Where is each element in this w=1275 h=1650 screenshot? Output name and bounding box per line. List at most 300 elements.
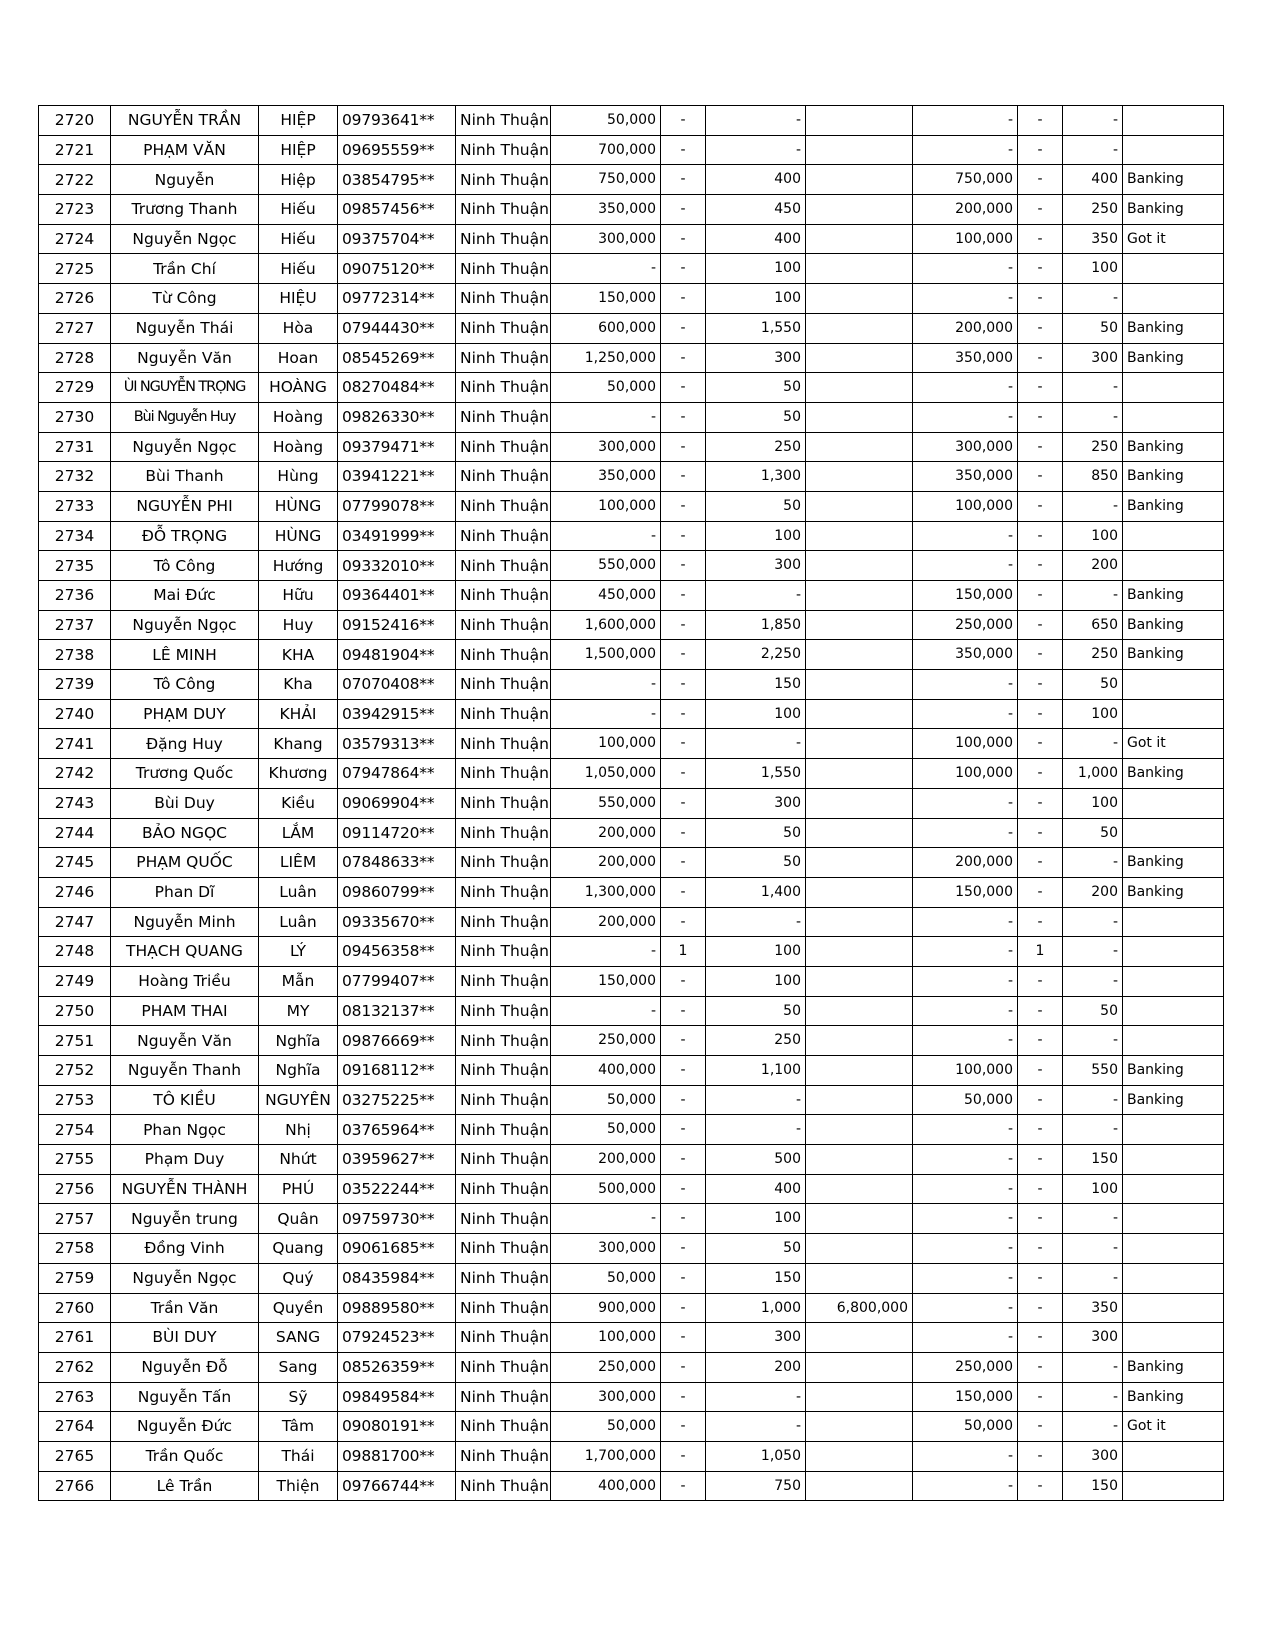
note: Banking <box>1123 343 1224 373</box>
dash-1: - <box>661 1145 706 1175</box>
dash-2: - <box>1018 610 1063 640</box>
family-name: Nguyễn Ngọc <box>111 610 259 640</box>
value-1: 100 <box>706 521 806 551</box>
table-row <box>39 1323 1224 1353</box>
amount-1: 1,600,000 <box>551 610 661 640</box>
note <box>1123 135 1224 165</box>
value-1: 400 <box>706 1174 806 1204</box>
family-name: Nguyễn Đức <box>111 1412 259 1442</box>
table-row <box>39 759 1224 789</box>
note <box>1123 788 1224 818</box>
given-name: KHA <box>259 640 338 670</box>
value-2: 300 <box>1063 1441 1123 1471</box>
given-name: Quý <box>259 1263 338 1293</box>
note <box>1123 1115 1224 1145</box>
dash-2: - <box>1018 195 1063 225</box>
dash-1: - <box>661 699 706 729</box>
amount-2: - <box>913 1234 1018 1264</box>
note: Banking <box>1123 1056 1224 1086</box>
province: Ninh Thuận <box>456 195 551 225</box>
amount-1: 50,000 <box>551 1085 661 1115</box>
value-1: 500 <box>706 1145 806 1175</box>
table-row <box>39 1174 1224 1204</box>
phone-number: 03942915** <box>338 699 456 729</box>
given-name: Luân <box>259 877 338 907</box>
value-1: 300 <box>706 343 806 373</box>
dash-1: - <box>661 106 706 136</box>
note: Got it <box>1123 729 1224 759</box>
row-index: 2759 <box>39 1263 111 1293</box>
amount-2: - <box>913 1026 1018 1056</box>
amount-2: - <box>913 1471 1018 1501</box>
amount-2: - <box>913 788 1018 818</box>
table-row <box>39 462 1224 492</box>
value-2: 850 <box>1063 462 1123 492</box>
family-name: ÙI NGUYỄN TRỌNG <box>111 373 259 403</box>
note: Banking <box>1123 759 1224 789</box>
note: Banking <box>1123 848 1224 878</box>
amount-1: 300,000 <box>551 1234 661 1264</box>
family-name: Trương Quốc <box>111 759 259 789</box>
amount-2: 250,000 <box>913 610 1018 640</box>
phone-number: 09860799** <box>338 877 456 907</box>
dash-2: - <box>1018 640 1063 670</box>
row-index: 2754 <box>39 1115 111 1145</box>
amount-2: - <box>913 402 1018 432</box>
dash-1: - <box>661 1441 706 1471</box>
table-row <box>39 1352 1224 1382</box>
phone-number: 03854795** <box>338 165 456 195</box>
note <box>1123 966 1224 996</box>
table-row <box>39 1145 1224 1175</box>
value-1: 300 <box>706 1323 806 1353</box>
note: Banking <box>1123 1382 1224 1412</box>
province: Ninh Thuận <box>456 254 551 284</box>
note <box>1123 106 1224 136</box>
extra-amount <box>806 1412 913 1442</box>
amount-2: - <box>913 1323 1018 1353</box>
province: Ninh Thuận <box>456 699 551 729</box>
extra-amount <box>806 313 913 343</box>
dash-2: - <box>1018 1145 1063 1175</box>
note: Banking <box>1123 610 1224 640</box>
value-1: 450 <box>706 195 806 225</box>
value-2: 400 <box>1063 165 1123 195</box>
value-1: 50 <box>706 848 806 878</box>
phone-number: 09152416** <box>338 610 456 640</box>
value-1: - <box>706 1115 806 1145</box>
row-index: 2758 <box>39 1234 111 1264</box>
value-2: 100 <box>1063 1174 1123 1204</box>
value-1: 400 <box>706 165 806 195</box>
given-name: Sang <box>259 1352 338 1382</box>
family-name: Nguyễn Đỗ <box>111 1352 259 1382</box>
family-name: Phan Ngọc <box>111 1115 259 1145</box>
extra-amount <box>806 759 913 789</box>
province: Ninh Thuận <box>456 1263 551 1293</box>
amount-1: 900,000 <box>551 1293 661 1323</box>
province: Ninh Thuận <box>456 1145 551 1175</box>
dash-2: - <box>1018 284 1063 314</box>
family-name: LÊ MINH <box>111 640 259 670</box>
phone-number: 08545269** <box>338 343 456 373</box>
given-name: Huy <box>259 610 338 640</box>
province: Ninh Thuận <box>456 402 551 432</box>
dash-1: - <box>661 877 706 907</box>
dash-1: - <box>661 759 706 789</box>
family-name: Nguyễn Văn <box>111 1026 259 1056</box>
value-2: - <box>1063 1085 1123 1115</box>
extra-amount <box>806 491 913 521</box>
value-2: - <box>1063 491 1123 521</box>
dash-1: - <box>661 313 706 343</box>
table-row <box>39 432 1224 462</box>
value-2: - <box>1063 135 1123 165</box>
table-row <box>39 551 1224 581</box>
row-index: 2721 <box>39 135 111 165</box>
row-index: 2733 <box>39 491 111 521</box>
phone-number: 07070408** <box>338 670 456 700</box>
value-2: - <box>1063 1234 1123 1264</box>
extra-amount <box>806 224 913 254</box>
extra-amount <box>806 432 913 462</box>
extra-amount <box>806 966 913 996</box>
value-1: 2,250 <box>706 640 806 670</box>
family-name: Đặng Huy <box>111 729 259 759</box>
dash-2: - <box>1018 907 1063 937</box>
given-name: Khương <box>259 759 338 789</box>
amount-2: 350,000 <box>913 462 1018 492</box>
family-name: Trần Chí <box>111 254 259 284</box>
dash-1: - <box>661 1174 706 1204</box>
province: Ninh Thuận <box>456 788 551 818</box>
value-2: 150 <box>1063 1471 1123 1501</box>
extra-amount <box>806 996 913 1026</box>
phone-number: 07944430** <box>338 313 456 343</box>
amount-1: 350,000 <box>551 462 661 492</box>
amount-2: - <box>913 1263 1018 1293</box>
phone-number: 09793641** <box>338 106 456 136</box>
table-row <box>39 877 1224 907</box>
amount-2: - <box>913 373 1018 403</box>
value-1: 100 <box>706 254 806 284</box>
dash-1: - <box>661 818 706 848</box>
amount-2: - <box>913 284 1018 314</box>
extra-amount <box>806 106 913 136</box>
given-name: Kha <box>259 670 338 700</box>
extra-amount <box>806 1115 913 1145</box>
province: Ninh Thuận <box>456 135 551 165</box>
extra-amount <box>806 551 913 581</box>
dash-1: - <box>661 165 706 195</box>
table-row <box>39 729 1224 759</box>
row-index: 2766 <box>39 1471 111 1501</box>
table-row <box>39 670 1224 700</box>
note <box>1123 402 1224 432</box>
family-name: PHẠM VĂN <box>111 135 259 165</box>
dash-2: - <box>1018 581 1063 611</box>
province: Ninh Thuận <box>456 106 551 136</box>
family-name: Trần Quốc <box>111 1441 259 1471</box>
given-name: HIỆP <box>259 135 338 165</box>
value-2: 200 <box>1063 551 1123 581</box>
value-2: - <box>1063 106 1123 136</box>
family-name: Nguyễn Thái <box>111 313 259 343</box>
province: Ninh Thuận <box>456 432 551 462</box>
phone-number: 09335670** <box>338 907 456 937</box>
value-1: 100 <box>706 699 806 729</box>
dash-2: - <box>1018 432 1063 462</box>
given-name: Tâm <box>259 1412 338 1442</box>
dash-1: - <box>661 1352 706 1382</box>
dash-1: - <box>661 848 706 878</box>
phone-number: 09168112** <box>338 1056 456 1086</box>
value-2: 250 <box>1063 640 1123 670</box>
table-row <box>39 1293 1224 1323</box>
phone-number: 03959627** <box>338 1145 456 1175</box>
note <box>1123 937 1224 967</box>
note <box>1123 1234 1224 1264</box>
dash-1: - <box>661 254 706 284</box>
dash-2: - <box>1018 729 1063 759</box>
amount-1: 550,000 <box>551 551 661 581</box>
value-1: 1,000 <box>706 1293 806 1323</box>
dash-1: - <box>661 491 706 521</box>
amount-1: 400,000 <box>551 1056 661 1086</box>
value-2: 1,000 <box>1063 759 1123 789</box>
dash-1: - <box>661 729 706 759</box>
value-1: - <box>706 581 806 611</box>
phone-number: 09456358** <box>338 937 456 967</box>
row-index: 2726 <box>39 284 111 314</box>
amount-2: 350,000 <box>913 343 1018 373</box>
family-name: Nguyễn <box>111 165 259 195</box>
phone-number: 09069904** <box>338 788 456 818</box>
given-name: PHÚ <box>259 1174 338 1204</box>
value-2: - <box>1063 1026 1123 1056</box>
row-index: 2730 <box>39 402 111 432</box>
row-index: 2749 <box>39 966 111 996</box>
phone-number: 09826330** <box>338 402 456 432</box>
note: Banking <box>1123 313 1224 343</box>
value-2: 200 <box>1063 877 1123 907</box>
given-name: Hiếu <box>259 195 338 225</box>
amount-2: - <box>913 818 1018 848</box>
row-index: 2741 <box>39 729 111 759</box>
row-index: 2750 <box>39 996 111 1026</box>
province: Ninh Thuận <box>456 521 551 551</box>
transactions-table <box>38 105 1224 1501</box>
province: Ninh Thuận <box>456 1441 551 1471</box>
value-2: 100 <box>1063 699 1123 729</box>
province: Ninh Thuận <box>456 1234 551 1264</box>
family-name: NGUYỄN THÀNH <box>111 1174 259 1204</box>
extra-amount <box>806 1352 913 1382</box>
amount-2: 250,000 <box>913 1352 1018 1382</box>
extra-amount <box>806 195 913 225</box>
row-index: 2734 <box>39 521 111 551</box>
amount-2: 100,000 <box>913 1056 1018 1086</box>
dash-1: - <box>661 610 706 640</box>
value-1: - <box>706 1382 806 1412</box>
value-2: - <box>1063 1352 1123 1382</box>
province: Ninh Thuận <box>456 1293 551 1323</box>
extra-amount <box>806 135 913 165</box>
note: Banking <box>1123 1085 1224 1115</box>
dash-2: - <box>1018 1174 1063 1204</box>
row-index: 2732 <box>39 462 111 492</box>
given-name: LIÊM <box>259 848 338 878</box>
value-1: 1,400 <box>706 877 806 907</box>
amount-1: 1,500,000 <box>551 640 661 670</box>
value-1: 250 <box>706 432 806 462</box>
given-name: Hòa <box>259 313 338 343</box>
row-index: 2723 <box>39 195 111 225</box>
table-row <box>39 135 1224 165</box>
phone-number: 09857456** <box>338 195 456 225</box>
value-1: 1,050 <box>706 1441 806 1471</box>
extra-amount <box>806 1026 913 1056</box>
note <box>1123 699 1224 729</box>
extra-amount <box>806 1382 913 1412</box>
amount-2: 350,000 <box>913 640 1018 670</box>
amount-2: - <box>913 1204 1018 1234</box>
row-index: 2746 <box>39 877 111 907</box>
given-name: Kiều <box>259 788 338 818</box>
value-1: - <box>706 106 806 136</box>
province: Ninh Thuận <box>456 1115 551 1145</box>
note: Banking <box>1123 462 1224 492</box>
value-1: 400 <box>706 224 806 254</box>
dash-2: - <box>1018 1471 1063 1501</box>
dash-2: - <box>1018 551 1063 581</box>
phone-number: 03579313** <box>338 729 456 759</box>
value-1: 750 <box>706 1471 806 1501</box>
province: Ninh Thuận <box>456 1382 551 1412</box>
province: Ninh Thuận <box>456 818 551 848</box>
note <box>1123 818 1224 848</box>
table-row <box>39 610 1224 640</box>
family-name: Nguyễn Minh <box>111 907 259 937</box>
family-name: PHAM THAI <box>111 996 259 1026</box>
dash-1: - <box>661 1471 706 1501</box>
family-name: TÔ KIỀU <box>111 1085 259 1115</box>
given-name: HÙNG <box>259 521 338 551</box>
table-row <box>39 1056 1224 1086</box>
family-name: NGUYỄN TRẦN <box>111 106 259 136</box>
value-2: - <box>1063 966 1123 996</box>
dash-1: - <box>661 788 706 818</box>
row-index: 2725 <box>39 254 111 284</box>
given-name: Sỹ <box>259 1382 338 1412</box>
table-row <box>39 254 1224 284</box>
row-index: 2724 <box>39 224 111 254</box>
given-name: Hoàng <box>259 432 338 462</box>
table-row <box>39 581 1224 611</box>
value-2: - <box>1063 1115 1123 1145</box>
table-row <box>39 1263 1224 1293</box>
row-index: 2751 <box>39 1026 111 1056</box>
extra-amount <box>806 788 913 818</box>
table-body <box>39 106 1224 1501</box>
amount-1: 1,050,000 <box>551 759 661 789</box>
phone-number: 09695559** <box>338 135 456 165</box>
province: Ninh Thuận <box>456 462 551 492</box>
family-name: Từ Công <box>111 284 259 314</box>
province: Ninh Thuận <box>456 966 551 996</box>
value-2: 50 <box>1063 818 1123 848</box>
amount-2: 150,000 <box>913 877 1018 907</box>
extra-amount <box>806 373 913 403</box>
amount-1: - <box>551 670 661 700</box>
dash-2: - <box>1018 818 1063 848</box>
value-1: 50 <box>706 1234 806 1264</box>
amount-1: 200,000 <box>551 907 661 937</box>
province: Ninh Thuận <box>456 373 551 403</box>
given-name: HOÀNG <box>259 373 338 403</box>
table-row <box>39 224 1224 254</box>
row-index: 2748 <box>39 937 111 967</box>
dash-1: - <box>661 1056 706 1086</box>
phone-number: 09375704** <box>338 224 456 254</box>
given-name: Hiệp <box>259 165 338 195</box>
value-2: 300 <box>1063 343 1123 373</box>
value-1: 50 <box>706 373 806 403</box>
amount-1: 200,000 <box>551 848 661 878</box>
extra-amount <box>806 1471 913 1501</box>
dash-2: - <box>1018 966 1063 996</box>
dash-2: - <box>1018 848 1063 878</box>
table-row <box>39 521 1224 551</box>
province: Ninh Thuận <box>456 551 551 581</box>
phone-number: 09080191** <box>338 1412 456 1442</box>
dash-1: - <box>661 373 706 403</box>
note <box>1123 1293 1224 1323</box>
given-name: Luân <box>259 907 338 937</box>
value-1: 1,300 <box>706 462 806 492</box>
value-2: 250 <box>1063 432 1123 462</box>
given-name: Quyền <box>259 1293 338 1323</box>
dash-1: - <box>661 521 706 551</box>
dash-1: - <box>661 462 706 492</box>
extra-amount <box>806 699 913 729</box>
province: Ninh Thuận <box>456 165 551 195</box>
row-index: 2756 <box>39 1174 111 1204</box>
value-1: 1,850 <box>706 610 806 640</box>
amount-2: 200,000 <box>913 848 1018 878</box>
province: Ninh Thuận <box>456 224 551 254</box>
amount-2: 200,000 <box>913 195 1018 225</box>
value-2: - <box>1063 373 1123 403</box>
given-name: Hướng <box>259 551 338 581</box>
extra-amount <box>806 848 913 878</box>
table-row <box>39 907 1224 937</box>
dash-2: - <box>1018 996 1063 1026</box>
province: Ninh Thuận <box>456 284 551 314</box>
note <box>1123 284 1224 314</box>
amount-1: 200,000 <box>551 818 661 848</box>
amount-2: - <box>913 937 1018 967</box>
row-index: 2763 <box>39 1382 111 1412</box>
dash-2: - <box>1018 1085 1063 1115</box>
extra-amount <box>806 1234 913 1264</box>
phone-number: 07799078** <box>338 491 456 521</box>
table-row <box>39 937 1224 967</box>
note <box>1123 1026 1224 1056</box>
amount-1: 300,000 <box>551 1382 661 1412</box>
value-2: 550 <box>1063 1056 1123 1086</box>
dash-2: - <box>1018 877 1063 907</box>
